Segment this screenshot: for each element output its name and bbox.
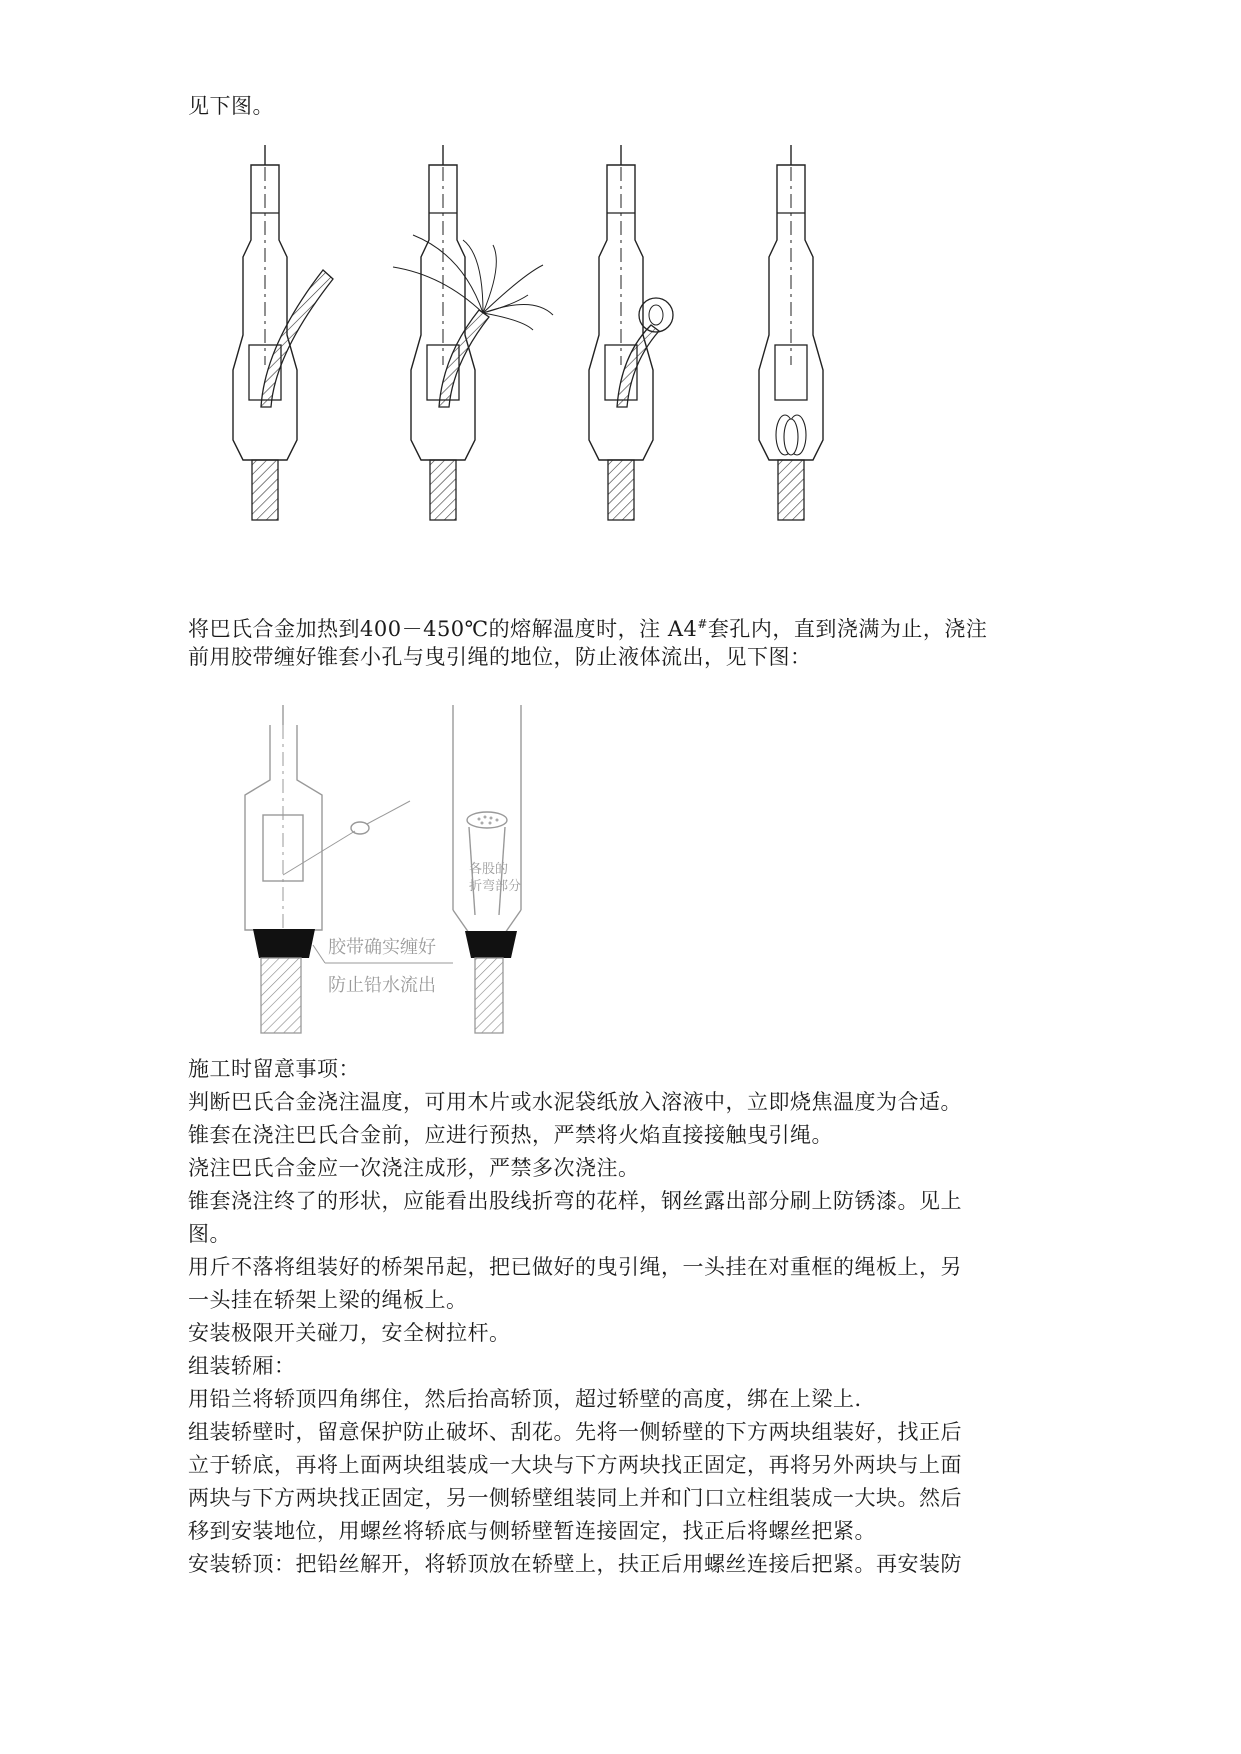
text-line-10: 组装轿厢： (188, 1354, 296, 1378)
text-line-16: 安装轿顶：把铅丝解开，将轿顶放在轿壁上，扶正后用螺丝连接后把紧。再安装防 (188, 1552, 962, 1576)
text-line-5: 锥套浇注终了的形状，应能看出股线折弯的花样，钢丝露出部分刷上防锈漆。见上 (188, 1189, 962, 1213)
text-line-4: 浇注巴氏合金应一次浇注成形，严禁多次浇注。 (188, 1156, 640, 1180)
tape-wrap-right (465, 931, 517, 958)
socket-step-1 (233, 145, 333, 520)
socket-step-3 (589, 145, 673, 520)
socket-step-2 (393, 145, 553, 520)
paragraph-pouring-line2: 前用胶带缠好锥套小孔与曳引绳的地位，防止液体流出，见下图： (188, 645, 812, 669)
text-line-2: 判断巴氏合金浇注温度，可用木片或水泥袋纸放入溶液中，立即烧焦温度为合适。 (188, 1090, 962, 1114)
paragraph-pouring-line1: 将巴氏合金加热到400－450℃的熔解温度时，注 A4#套孔内，直到浇满为止，浇注 (188, 617, 988, 641)
text-line-9: 安装极限开关碰刀，安全树拉杆。 (188, 1321, 511, 1345)
label-wrap-2: 防止铅水流出 (328, 975, 436, 996)
text-line-13: 立于轿底，再将上面两块组装成一大块与下方两块找正固定，再将另外两块与上面 (188, 1453, 962, 1477)
text-line-15: 移到安装地位，用螺丝将轿底与侧轿壁暂连接固定，找正后将螺丝把紧。 (188, 1519, 876, 1543)
figure-rope-socket-steps (225, 145, 985, 575)
text-line-14: 两块与下方两块找正固定，另一侧轿壁组装同上并和门口立柱组装成一大块。然后 (188, 1486, 962, 1510)
label-wrap-1: 胶带确实缠好 (328, 937, 436, 958)
intro-text: 见下图。 (188, 94, 274, 118)
text-line-12: 组装轿壁时，留意保护防止破坏、刮花。先将一侧轿壁的下方两块组装好，找正后 (188, 1420, 962, 1444)
socket-right (453, 705, 521, 933)
tape-wrap-left (253, 929, 315, 958)
text-line-11: 用铅兰将轿顶四角绑住，然后抬高轿顶，超过轿壁的高度，绑在上梁上． (188, 1387, 876, 1411)
label-strand-2: 折弯部分 (469, 879, 522, 894)
text-line-1: 施工时留意事项： (188, 1057, 360, 1081)
text-line-6: 图。 (188, 1222, 231, 1246)
socket-step-4 (759, 145, 823, 520)
text-line-3: 锥套在浇注巴氏合金前，应进行预热，严禁将火焰直接接触曳引绳。 (188, 1123, 833, 1147)
figure-socket-taping (225, 705, 585, 1035)
text-line-7: 用斤不落将组装好的桥架吊起，把已做好的曳引绳，一头挂在对重框的绳板上，另 (188, 1255, 962, 1279)
text-line-8: 一头挂在轿架上梁的绳板上。 (188, 1288, 468, 1312)
label-strand-1: 各股的 (469, 862, 509, 877)
socket-left (245, 705, 410, 935)
